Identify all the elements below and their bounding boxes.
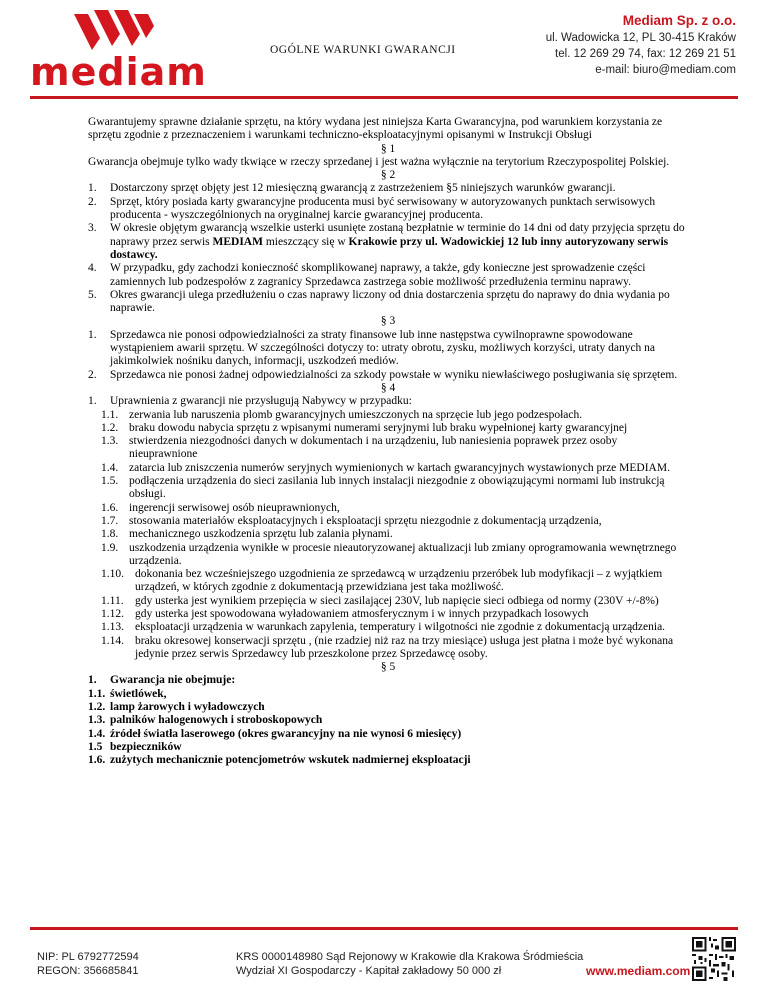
- sub-item: 1.5. podłączenia urządzenia do sieci zasilania lub innych instalacji niezgodnie z obowiązującymi normami lub instrukcją obsługi.: [101, 475, 665, 501]
- sub-item: 1.3. palników halogenowych i stroboskopowych: [88, 714, 323, 727]
- footer-registry: [236, 950, 583, 978]
- list-item: 4. W przypadku, gdy zachodzi konieczność skomplikowanej naprawy, a także, gdy konieczne jest sprowadzenie części zamiennych lub podzespołów z zagranicy Sprzedawca zastrzega sobie możliwość przedłużenia terminu naprawy.: [88, 262, 646, 288]
- sub-item: 1.2. braku dowodu nabycia sprzętu z wpisanymi numerami seryjnymi lub braku wypełnionej karty gwarancyjnej: [101, 421, 628, 434]
- sub-item: 1.1. zerwania lub naruszenia plomb gwarancyjnych umieszczonych na sprzęcie lub jego podzespołach.: [101, 408, 583, 421]
- company-phone: tel. 12 269 29 74, fax: 12 269 21 51: [555, 48, 736, 60]
- sub-item: 1.6. ingerencji serwisowej osób nieuprawnionych,: [101, 501, 340, 514]
- sub-item: 1.1. świetlówek,: [88, 687, 167, 700]
- sub-item: 1.11. gdy usterka jest wynikiem przepięcia w sieci zasilającej 230V, lub napięcie sieci odbiega od normy (230V +/-8%): [101, 594, 659, 607]
- sub-item: 1.6. zużytych mechanicznie potencjometrów wskutek nadmiernej eksploatacji: [88, 754, 471, 767]
- section-5-heading: § 5: [380, 661, 396, 674]
- logo-wordmark: mediam: [30, 50, 207, 94]
- company-name: Mediam Sp. z o.o.: [622, 13, 736, 28]
- sub-item: 1.14. braku okresowej konserwacji sprzętu , (nie rzadziej niż raz na trzy miesiące) usługa jest płatna i może być wykonana jedynie przez serwis Sprzedawcy lub przeszkolone przez Sprzedawcę osoby.: [101, 634, 674, 660]
- section-1-text: Gwarancja obejmuje tylko wady tkwiące w rzeczy sprzedanej i jest ważna wyłącznie na terytorium Rzeczypospolitej Polskiej.: [88, 155, 670, 168]
- section-2-list: [88, 182, 688, 315]
- list-item: 1. Uprawnienia z gwarancji nie przysługują Nabywcy w przypadku:: [88, 395, 412, 408]
- list-item: 5. Okres gwarancji ulega przedłużeniu o czas naprawy liczony od dnia dostarczenia sprzętu do naprawy do dnia wydania po naprawie.: [88, 288, 670, 315]
- sub-item: 1.13. eksploatacji urządzenia w warunkach zapylenia, temperatury i wilgotności nie zgodnie z dokumentacją urządzenia.: [101, 621, 666, 634]
- list-item: 3. W okresie objętym gwarancją wszelkie usterki usunięte zostaną bezpłatnie w terminie do 14 dni od daty przyjęcia sprzętu do naprawy przez serwis MEDIAM mieszczący się w Krakowie przy ul. Wadowickiej 12 lub inny autoryzowany serwis dostawcy.: [88, 222, 685, 261]
- list-item: 1. Gwarancja nie obejmuje:: [88, 674, 236, 687]
- section-5-list: [88, 674, 688, 767]
- sub-item: 1.5 bezpieczników: [88, 740, 182, 753]
- section-3-list: [88, 329, 688, 382]
- nip-number: NIP: PL 6792772594: [37, 951, 139, 963]
- section-1-heading: § 1: [380, 142, 396, 155]
- service-name: MEDIAM: [212, 235, 263, 248]
- sub-item: 1.8. mechanicznego uszkodzenia sprzętu lub zalania płynami.: [101, 528, 393, 541]
- list-item: 2. Sprzęt, który posiada karty gwarancyjne producenta musi być serwisowany w autoryzowanych punktach serwisowych producenta - wyszczególnionych na oryginalnej karcie gwarancyjnej producenta.: [88, 195, 656, 222]
- list-item: 1. Sprzedawca nie ponosi odpowiedzialności za straty finansowe lub inne następstwa cywilnoprawne spowodowane wystąpieniem awarii sprzętu. W szczególności dotyczy to: utraty obrotu, zysku, możliwych korzyści, utraty danych na jakimkolwiek nośniku danych, informacji, uszkodzeń mediów.: [88, 328, 656, 368]
- section-2-heading: § 2: [380, 169, 396, 182]
- sub-item: 1.10. dokonania bez wcześniejszego uzgodnienia ze sprzedawcą w urządzeniu przeróbek lub modyfikacji – z wyjątkiem urządzeń, w których zgodnie z dokumentacją przewidziana jest taka możliwość.: [101, 568, 663, 594]
- intro-paragraph: Gwarantujemy sprawne działanie sprzętu, na który wydana jest niniejsza Karta Gwarancyjna, pod warunkiem korzystania ze sprzętu zgodnie z przeznaczeniem i warunkami techniczno-eksploatacyjnymi opisanymi w Instrukcji Obsługi: [88, 116, 663, 142]
- footer-divider: [30, 927, 738, 930]
- company-info: [546, 12, 736, 78]
- sub-item: 1.4. źródeł światła laserowego (okres gwarancyjny na nie wynosi 6 miesięcy): [88, 727, 462, 740]
- list-item: 1. Dostarczony sprzęt objęty jest 12 miesięczną gwarancją z zastrzeżeniem §5 niniejszych warunków gwarancji.: [88, 182, 616, 195]
- sub-item: 1.3. stwierdzenia niezgodności danych w dokumentach i na urządzeniu, lub naniesienia poprawek przez osoby nieuprawnione: [101, 435, 618, 461]
- sub-item: 1.4. zatarcia lub zniszczenia numerów seryjnych wymienionych w kartach gwarancyjnych wystawionych prze MEDIAM.: [101, 461, 670, 474]
- section-4-heading: § 4: [380, 381, 396, 394]
- sub-item: 1.2. lamp żarowych i wyładowczych: [88, 701, 265, 714]
- sub-item: 1.12. gdy usterka jest spowodowana wyładowaniem atmosferycznym i w innych przypadkach losowych: [101, 607, 589, 620]
- section-3-heading: § 3: [380, 315, 396, 328]
- document-title: OGÓLNE WARUNKI GWARANCJI: [270, 44, 456, 56]
- section-4-list: [88, 395, 688, 661]
- logo-mark-icon: [70, 8, 156, 54]
- regon-number: REGON: 356685841: [37, 965, 139, 977]
- company-email: e-mail: biuro@mediam.com: [595, 64, 736, 76]
- sub-item: 1.7. stosowania materiałów eksploatacyjnych i eksploatacji sprzętu niezgodnie z dokumentacją urządzenia,: [101, 514, 602, 527]
- capital-info: Wydział XI Gospodarczy - Kapitał zakładowy 50 000 zł: [236, 965, 502, 977]
- header-divider: [30, 96, 738, 99]
- footer-ids: [37, 950, 139, 978]
- website-link[interactable]: www.mediam.com: [586, 964, 691, 978]
- krs-info: KRS 0000148980 Sąd Rejonowy w Krakowie dla Krakowa Śródmieścia: [236, 951, 584, 963]
- list-item: 2. Sprzedawca nie ponosi żadnej odpowiedzialności za szkody powstałe w wyniku niewłaściwego posługiwania się sprzętem.: [88, 368, 678, 381]
- service-address: Krakowie przy ul. Wadowickiej 12 lub inny autoryzowany serwis dostawcy.: [110, 235, 669, 261]
- terms-content: [88, 116, 688, 768]
- qr-code-icon: [692, 937, 736, 981]
- sub-item: 1.9. uszkodzenia urządzenia wynikłe w procesie nieautoryzowanej aktualizacji lub zmiany oprogramowania wewnętrznego urządzenia.: [101, 541, 677, 567]
- company-address: ul. Wadowicka 12, PL 30-415 Kraków: [545, 32, 736, 44]
